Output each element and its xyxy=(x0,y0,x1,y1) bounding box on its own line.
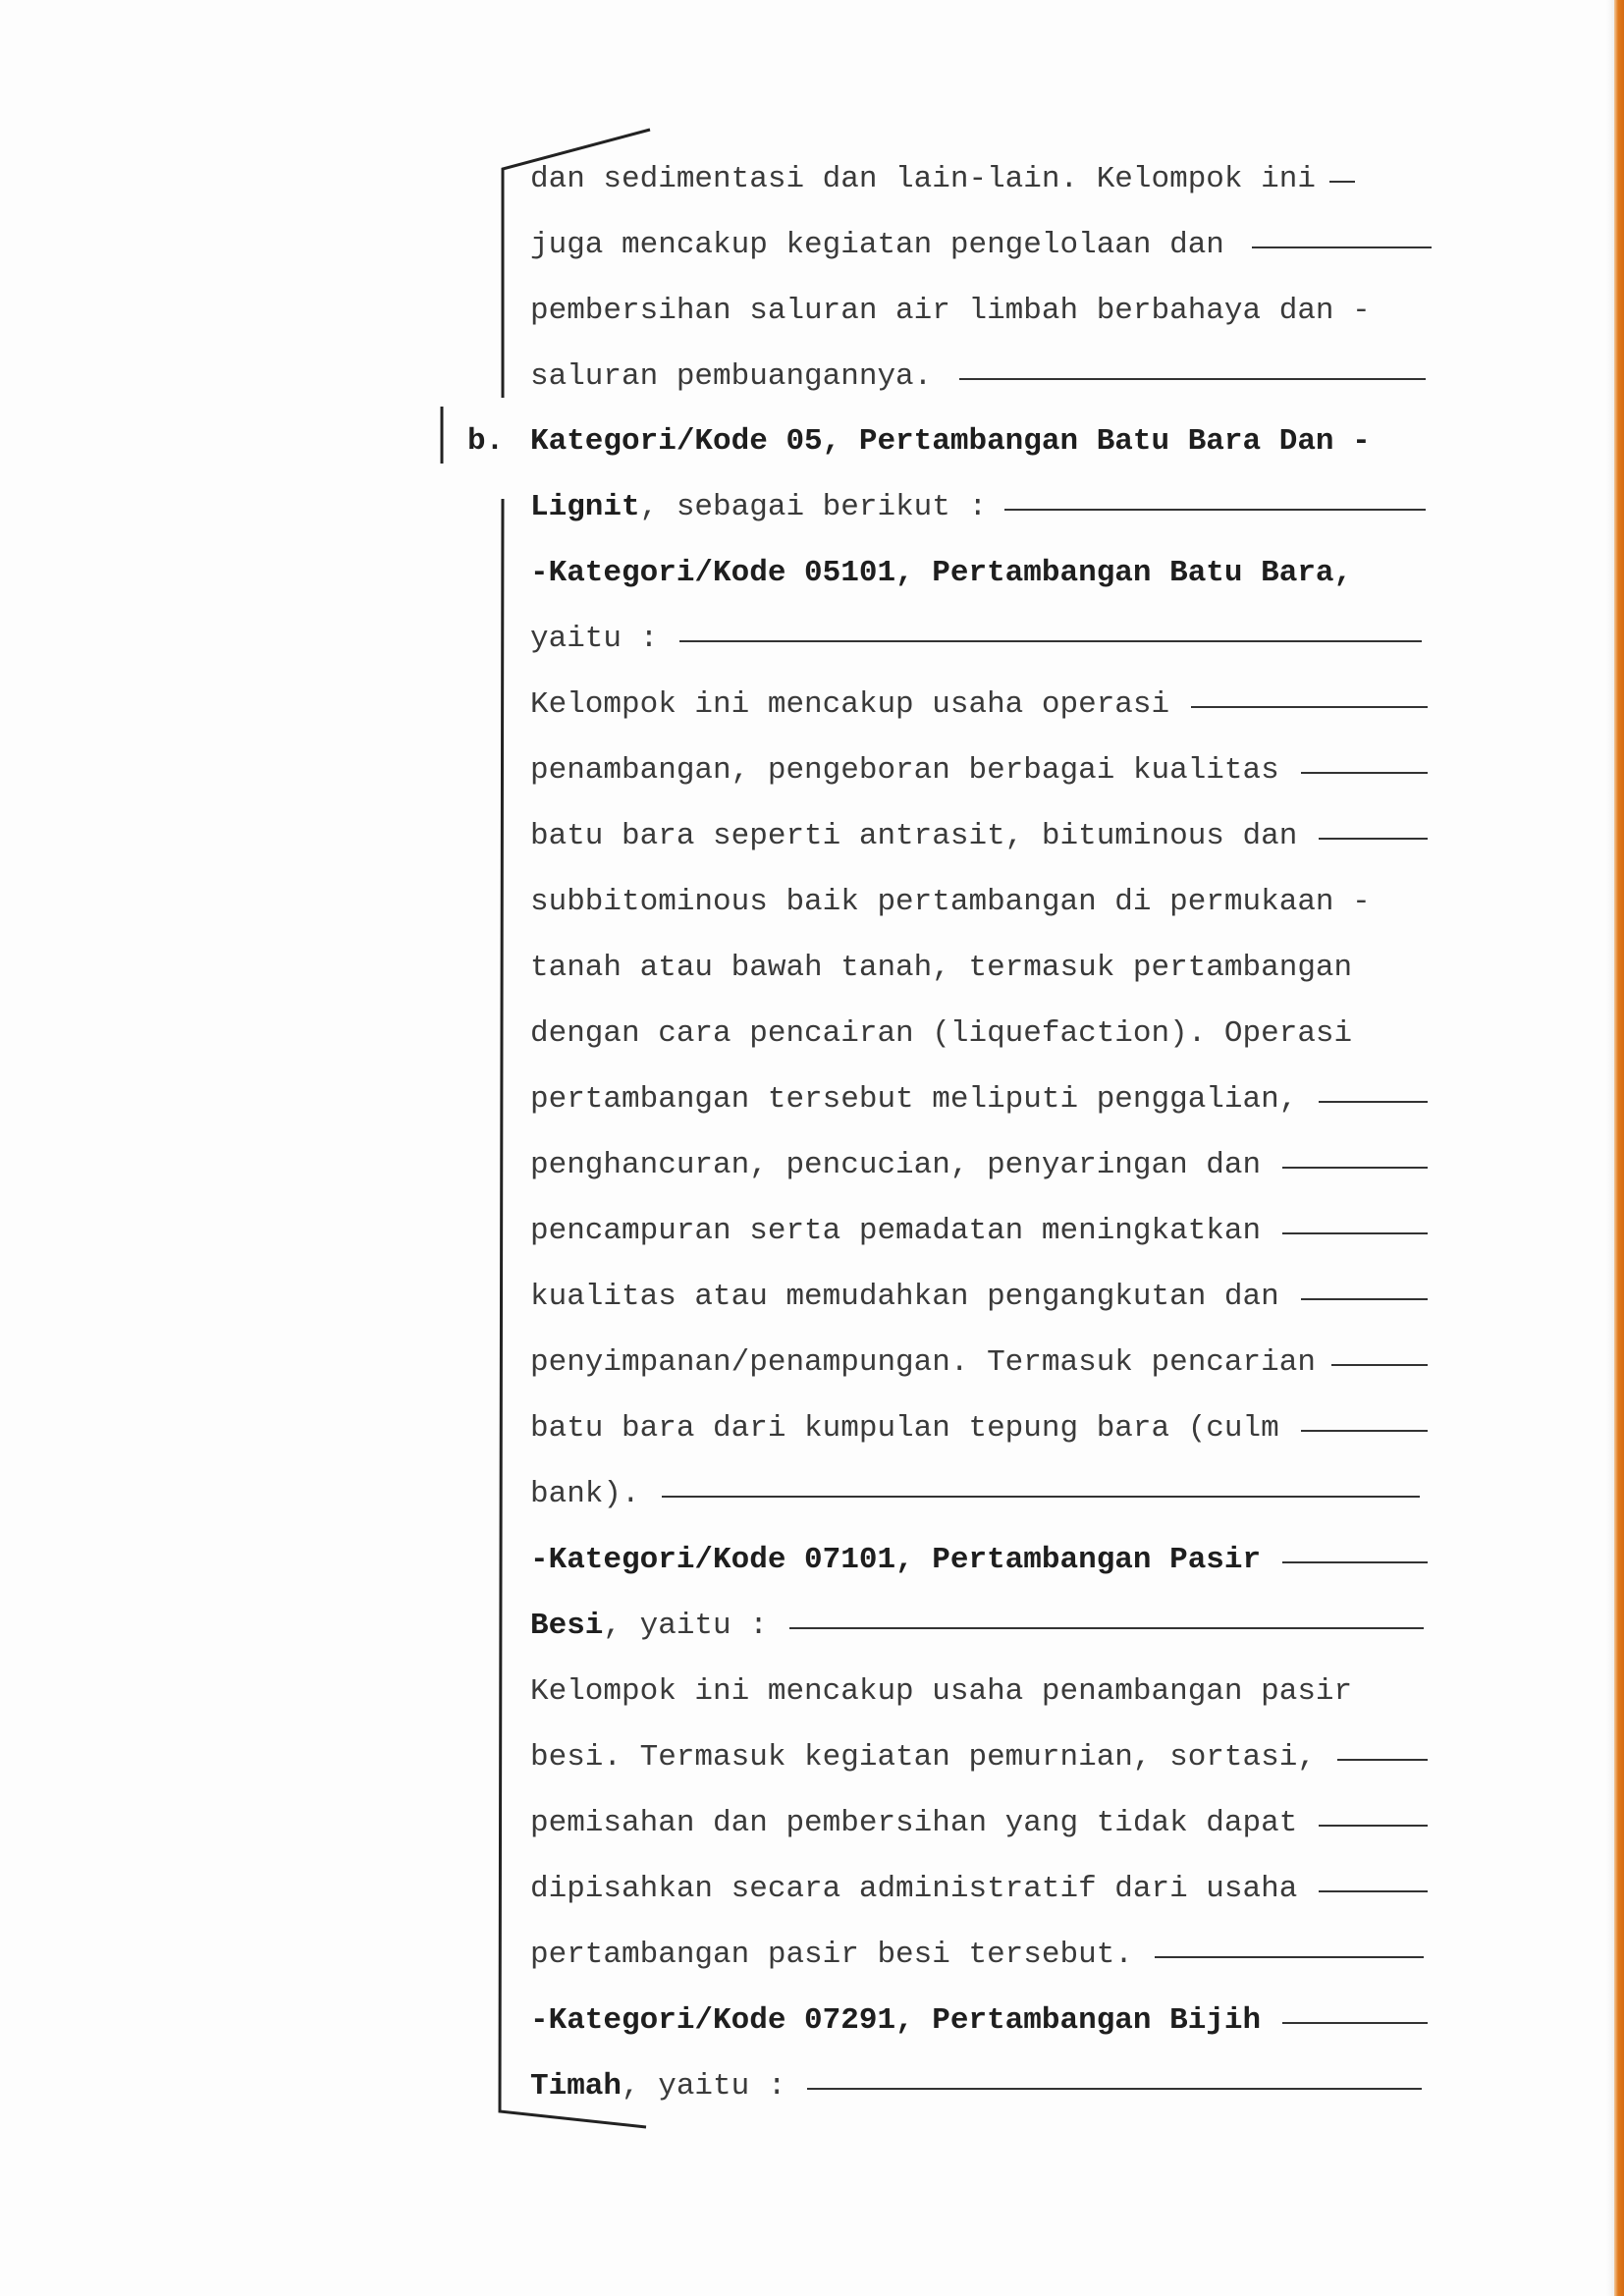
fill-dash xyxy=(1301,1298,1428,1300)
heading-rest: , sebagai berikut : xyxy=(639,490,988,524)
subheading-text: Besi xyxy=(530,1609,604,1643)
line-text: besi. Termasuk kegiatan pemurnian, sortasi, xyxy=(530,1740,1316,1775)
fill-dash xyxy=(1337,1759,1428,1761)
subheading-text: -Kategori/Kode 07291, Pertambangan Bijih xyxy=(530,2003,1262,2038)
line-text: subbitominous baik pertambangan di permukaan - xyxy=(530,885,1371,919)
text-line xyxy=(530,1207,1428,1256)
text-line xyxy=(530,812,1428,861)
line-text: pertambangan pasir besi tersebut. xyxy=(530,1938,1133,1972)
line-text: kualitas atau memudahkan pengangkutan dan xyxy=(530,1280,1279,1314)
text-line xyxy=(530,353,1426,402)
text-line xyxy=(530,155,1432,204)
subheading-text: Timah xyxy=(530,2069,623,2104)
fill-dash xyxy=(1319,1101,1428,1103)
fill-dash xyxy=(1191,706,1428,708)
line-text: bank). xyxy=(530,1477,640,1511)
subheading-07101 xyxy=(530,1536,1428,1585)
line-text: batu bara seperti antrasit, bituminous dan xyxy=(530,819,1298,853)
heading-line xyxy=(530,483,1426,532)
line-text: batu bara dari kumpulan tepung bara (culm xyxy=(530,1411,1279,1446)
line-text: dengan cara pencairan (liquefaction). Operasi xyxy=(530,1016,1353,1051)
text-line xyxy=(530,1273,1428,1322)
text-line xyxy=(530,1075,1428,1124)
heading-text: Kategori/Kode 05, Pertambangan Batu Bara Dan - xyxy=(530,424,1371,459)
subheading-05101 xyxy=(530,549,1432,598)
text-line xyxy=(530,1799,1428,1848)
fill-dash xyxy=(1004,509,1426,511)
fill-dash xyxy=(662,1496,1420,1498)
line-text: penghancuran, pencucian, penyaringan dan xyxy=(530,1148,1262,1182)
line-text: yaitu : xyxy=(530,622,659,656)
fill-dash xyxy=(1252,246,1432,248)
list-marker: b. xyxy=(467,424,505,459)
fill-dash xyxy=(1155,1956,1424,1958)
text-line xyxy=(530,1733,1428,1782)
text-line xyxy=(530,878,1432,927)
fill-dash xyxy=(1282,2022,1428,2024)
text-line xyxy=(530,1931,1424,1980)
line-text: pertambangan tersebut meliputi penggalian, xyxy=(530,1082,1298,1117)
fill-dash xyxy=(1282,1561,1428,1563)
line-text: juga mencakup kegiatan pengelolaan dan xyxy=(530,228,1224,262)
line-text: Kelompok ini mencakup usaha operasi xyxy=(530,687,1170,722)
fill-dash xyxy=(807,2088,1422,2090)
line-text: dan sedimentasi dan lain-lain. Kelompok ini xyxy=(530,162,1316,196)
fill-dash xyxy=(1301,772,1428,774)
text-line xyxy=(530,287,1432,336)
text-line xyxy=(530,1865,1428,1914)
text-line xyxy=(530,1470,1420,1519)
subheading-rest: , yaitu : xyxy=(622,2069,786,2104)
fill-dash xyxy=(1319,1890,1428,1892)
line-text: Kelompok ini mencakup usaha penambangan pasir xyxy=(530,1674,1353,1709)
fill-dash xyxy=(959,378,1426,380)
fill-dash xyxy=(1329,181,1355,183)
line-text: penyimpanan/penampungan. Termasuk pencarian xyxy=(530,1345,1316,1380)
text-line xyxy=(530,1667,1432,1717)
fill-dash xyxy=(1301,1430,1428,1432)
subheading-text: -Kategori/Kode 07101, Pertambangan Pasir xyxy=(530,1543,1262,1577)
line-text: tanah atau bawah tanah, termasuk pertambangan xyxy=(530,951,1353,985)
text-line xyxy=(530,1141,1428,1190)
line-text: pembersihan saluran air limbah berbahaya dan - xyxy=(530,294,1371,328)
line-text: pemisahan dan pembersihan yang tidak dapat xyxy=(530,1806,1298,1840)
subheading-07291-cont xyxy=(530,2062,1422,2111)
fill-dash xyxy=(1282,1167,1428,1169)
fill-dash xyxy=(1282,1232,1428,1234)
text-line xyxy=(530,746,1428,795)
fill-dash xyxy=(789,1627,1424,1629)
line-text: saluran pembuangannya. xyxy=(530,359,933,394)
fill-dash xyxy=(1319,1825,1428,1827)
text-line xyxy=(530,681,1428,730)
fill-dash xyxy=(1331,1364,1428,1366)
heading-line xyxy=(467,417,1432,466)
subheading-text: -Kategori/Kode 05101, Pertambangan Batu Bara, xyxy=(530,556,1353,590)
subheading-07291 xyxy=(530,1996,1428,2046)
fill-dash xyxy=(679,640,1422,642)
text-line xyxy=(530,1339,1428,1388)
fill-dash xyxy=(1319,838,1428,840)
text-line xyxy=(530,221,1432,270)
line-text: pencampuran serta pemadatan meningkatkan xyxy=(530,1214,1262,1248)
text-line xyxy=(530,1010,1432,1059)
line-text: penambangan, pengeboran berbagai kualitas xyxy=(530,753,1279,788)
line-text: dipisahkan secara administratif dari usaha xyxy=(530,1872,1298,1906)
text-line xyxy=(530,944,1432,993)
text-line xyxy=(530,1404,1428,1453)
subheading-rest: , yaitu : xyxy=(603,1609,768,1643)
heading-text: Lignit xyxy=(530,490,640,524)
text-line xyxy=(530,615,1422,664)
subheading-07101-cont xyxy=(530,1602,1424,1651)
